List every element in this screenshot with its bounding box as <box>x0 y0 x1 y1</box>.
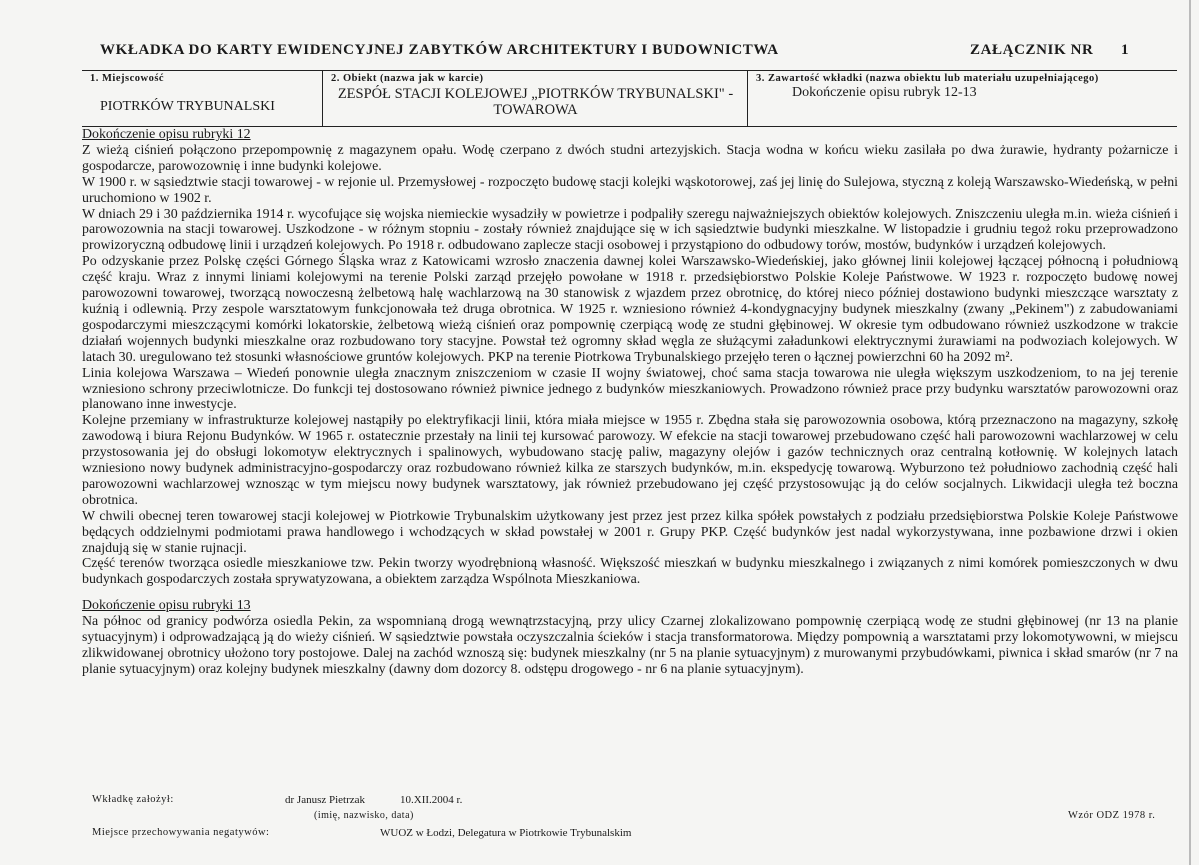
object-value: ZESPÓŁ STACJI KOLEJOWEJ „PIOTRKÓW TRYBUNALSKI" - TOWAROWA <box>337 86 734 118</box>
fields-table <box>82 70 1177 127</box>
negatives-location: WUOZ w Łodzi, Delegatura w Piotrkowie Trybunalskim <box>380 827 632 839</box>
annex-number: 1 <box>1121 42 1130 58</box>
contents-cell <box>747 71 1178 126</box>
made-by-label: Wkładkę założył: <box>92 794 174 805</box>
locality-label: 1. Miejscowość <box>90 73 165 84</box>
locality-value: PIOTRKÓW TRYBUNALSKI <box>100 99 275 114</box>
form-title: WKŁADKA DO KARTY EWIDENCYJNEJ ZABYTKÓW ARCHITEKTURY I BUDOWNICTWA <box>100 42 779 58</box>
section12-paragraph: Po odzyskanie przez Polskę części Górnego Śląska wraz z Katowicami wzrosło znaczenia dawnej kolei Warszawsko-Wiedeńskiej, jako głównej linii kolejowej łączącej północną i południową część kraju. Wraz z innymi liniami kolejowymi na terenie Polski zarząd przejęło powołane w 1918 r. przedsiębiorstwo Polskie Koleje Państwowe. W 1923 r. rozpoczęto budowę nowej parowozowni towarowej, tworzącą nowoczesną żelbetową halę wachlarzową na 30 stanowisk z wjazdem przez obrotnicę, do której nieco później dostawiono budynki mieszczące warsztaty z kuźnią i odlewnią. Przy zespole warsztatowym funkcjonowała też druga obrotnica. W 1925 r. wzniesiono również 4-kondygnacyjny budynek mieszkalny (zwany „Pekinem") z zabudowaniami gospodarczymi mieszczącymi komórki lokatorskie, żelbetową wieżą ciśnień oraz pompownię czerpiącą wodę ze studni głębinowej. W okresie tym odbudowano również uszkodzone w trakcie działań wojennych budynki mieszkalne oraz rozbudowano tory stacyjne. Powstał też ogromny skład węgla ze służącymi załadunkowi elektrycznymi żurawiami na podwoziach kolejowych. W latach 30. uregulowano też stosunki własnościowe gruntów kolejowych. PKP na terenie Piotrkowa Trybunalskiego przejęło teren o łącznej powierzchni 60 ha 2092 m². <box>82 254 1178 365</box>
section12-paragraph: Część terenów tworząca osiedle mieszkaniowe tzw. Pekin tworzy wyodrębnioną własność. Większość mieszkań w budynku mieszkalnego i związanych z nimi komórek pomieszczonych w dwu budynkach gospodarczych została sprywatyzowana, a obiektem zarządza Wspólnota Mieszkaniowa. <box>82 556 1178 588</box>
section12-heading: Dokończenie opisu rubryki 12 <box>82 127 251 142</box>
section12-paragraph: W chwili obecnej teren towarowej stacji kolejowej w Piotrkowie Trybunalskim użytkowany jest przez jest przez kilka spółek powstałych z podziału przedsiębiorstwa Polskie Koleje Państwowe będących oddzielnymi podmiotami prawa handlowego i wchodzących w skład powstałej w 2001 r. Grupy PKP. Część budynków jest nadal wykorzystywana, inne pozbawione drzwi i okien znajdują się w stanie rujnacji. <box>82 508 1178 556</box>
author-date: 10.XII.2004 r. <box>400 794 463 806</box>
contents-value: Dokończenie opisu rubryk 12-13 <box>792 85 977 100</box>
object-cell <box>322 71 748 126</box>
section13-paragraph: Na północ od granicy podwórza osiedla Pekin, za wspomnianą drogą wewnątrzstacyjną, przy ulicy Czarnej zlokalizowano pompownię czerpiącą wodę ze studni głębinowej (nr 13 na planie sytuacyjnym) i odprowadzającą ją do wieży ciśnień. W sąsiedztwie powstała oczyszczalnia ścieków i stacja transformatorowa. Między pompownią a warsztatami przy lokomotywowni, w miejscu zlikwidowanej obrotnicy ułożono tory postojowe. Dalej na zachód wznoszą się: budynek mieszkalny (nr 5 na planie sytuacyjnym) z murowanymi przybudówkami, piwnica i skład smarów (nr 7 na planie sytuacyjnym) oraz kolejny budynek mieszkalny (dawny dom dozorcy 8. odstępu drogowego - nr 6 na planie sytuacyjnym). <box>82 614 1178 677</box>
author-caption: (imię, nazwisko, data) <box>314 810 414 821</box>
section12-paragraph: W dniach 29 i 30 października 1914 r. wycofujące się wojska niemieckie wysadziły w powietrze i podpaliły szeregu najważniejszych obiektów kolejowych. Zniszczeniu uległa m.in. wieża ciśnień i parowozownia na stacji towarowej. Uszkodzone - w różnym stopniu - zostały również znajdujące się w ich sąsiedztwie budynki mieszkalne. W listopadzie i grudniu tegoż roku przeprowadzono prowizoryczną odbudowę linii i urządzeń kolejowych. Po 1918 r. odbudowano zaplecze stacji osobowej i przystąpiono do odbudowy torów, mostów, budynków i urządzeń kolejowych. <box>82 206 1178 254</box>
contents-label: 3. Zawartość wkładki (nazwa obiektu lub materiału uzupełniającego) <box>756 73 1099 84</box>
scan-edge <box>1189 0 1191 865</box>
section12-paragraph: Z wieżą ciśnień połączono przepompownię z magazynem opału. Wodę czerpano z dwóch studni artezyjskich. Stacja wodna w końcu wieku zasilała po dwa żurawie, hydranty pożarnicze i gospodarcze, parowozownię i inne budynki kolejowe. <box>82 142 1178 174</box>
document-body <box>82 127 1178 678</box>
object-label: 2. Obiekt (nazwa jak w karcie) <box>331 73 484 84</box>
section12-paragraph: Linia kolejowa Warszawa – Wiedeń ponownie uległa znacznym zniszczeniom w czasie II wojny światowej, choć sama stacja towarowa nie uległa większym uszkodzeniom, to na jej terenie wzniesiono schrony przeciwlotnicze. Do funkcji tej dostosowano również piwnice jednego z budynków mieszkaniowych. Prowadzono również prace przy budynku warsztatów parowozowni oraz planowano inne inwestycje. <box>82 365 1178 413</box>
form-version: Wzór ODZ 1978 r. <box>1068 810 1156 821</box>
annex-label: ZAŁĄCZNIK NR <box>970 42 1094 58</box>
form-header <box>100 42 1160 62</box>
locality-cell <box>82 71 322 126</box>
section12-paragraph: W 1900 r. w sąsiedztwie stacji towarowej - w rejonie ul. Przemysłowej - rozpoczęto budowę stacji kolejki wąskotorowej, zaś jej linię do Sulejowa, styczną z koleją Warszawsko-Wiedeńską, w pełni uruchomiono w 1902 r. <box>82 174 1179 206</box>
section13-heading: Dokończenie opisu rubryki 13 <box>82 598 251 614</box>
author-name: dr Janusz Pietrzak <box>285 794 366 806</box>
negatives-label: Miejsce przechowywania negatywów: <box>92 827 270 838</box>
section12-paragraph: Kolejne przemiany w infrastrukturze kolejowej nastąpiły po elektryfikacji linii, która miała miejsce w 1955 r. Zbędna stała się parowozownia osobowa, którą przeznaczono na magazyny, szkołę zawodową i biura Rejonu Budynków. W 1965 r. ostatecznie przestały na linii tej kursować parowozy. W efekcie na stacji towarowej przebudowano część hali parowozowni wachlarzowej w celu przystosowania jej do obsługi lokomotyw elektrycznych i spalinowych, wybudowano stację paliw, magazyny olejów i gazów technicznych oraz centralną kotłownię. W kolejnych latach wzniesiono nowy budynek administracyjno-gospodarczy oraz rozbudowano również kilka ze starszych budynków, m.in. ekspedycję towarową. Wyburzono też południowo zachodnią część hali parowozowni wachlarzowej wznosząc w tym miejscu nowy budynek warsztatowy, jak również przebudowano jej część przystosowując ją do celów socjalnych. Likwidacji uległa też boczna obrotnica. <box>82 413 1178 508</box>
